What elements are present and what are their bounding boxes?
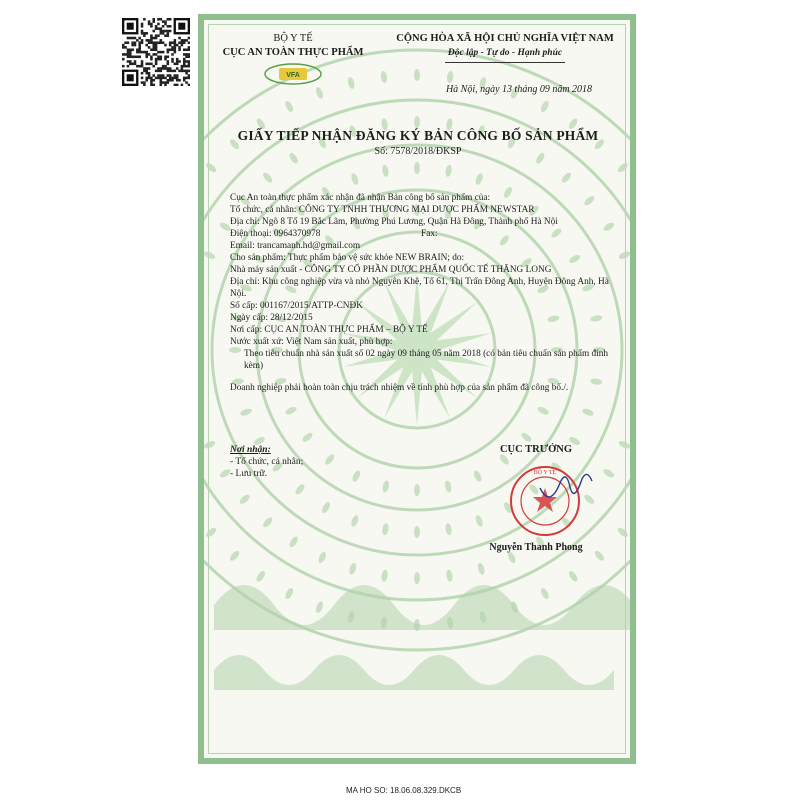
recipient-item: - Tổ chức, cá nhân; [230,457,304,467]
file-code: MA HO SO: 18.06.08.329.DKCB [346,786,462,795]
organization-line: Tổ chức, cá nhân: CÔNG TY TNHH THƯƠNG MẠI DƯỢC PHẨM NEWSTAR [230,205,535,215]
national-motto: Độc lập - Tự do - Hạnh phúc [447,48,563,58]
license-date: Ngày cấp: 28/12/2015 [230,313,313,323]
document-title: GIẤY TIẾP NHẬN ĐĂNG KÝ BẢN CÔNG BỐ SẢN PHẨM [237,128,599,143]
phone-fax-line [230,228,624,240]
recipient-item: - Lưu trữ. [230,469,267,479]
agency-name: CỤC AN TOÀN THỰC PHẨM [222,47,364,58]
signer-name: Nguyễn Thanh Phong [489,542,583,553]
vfa-logo [263,62,323,86]
motto-underline [445,62,565,63]
standard-line: Theo tiêu chuẩn nhà sản xuất số 02 ngày 09 tháng 05 năm 2018 (có bản tiêu chuẩn sản phẩm đính kèm) [244,349,609,371]
address-line: Địa chỉ: Ngõ 8 Tổ 19 Bắc Lãm, Phường Phú Lương, Quận Hà Đông, Thành phố Hà Nội [230,217,558,227]
email-line: Email: trancamanh.hd@gmail.com [230,241,361,251]
svg-text:BỘ Y TẾ: BỘ Y TẾ [533,470,557,476]
responsibility-line: Doanh nghiệp phải hoàn toàn chịu trách nhiệm về tính phù hợp của sản phẩm đã công bố./. [230,383,569,393]
manufacturer-line: Nhà máy sản xuất - CÔNG TY CỔ PHẦN DƯỢC PHẨM QUỐC TẾ THĂNG LONG [230,265,552,275]
issue-date: Hà Nội, ngày 13 tháng 09 năm 2018 [445,84,593,95]
ministry-name: BỘ Y TẾ [273,33,313,44]
signer-title: CỤC TRƯỞNG [499,444,573,455]
document-number: Số: 7578/2018/ĐKSP [374,146,462,157]
republic-name: CỘNG HÒA XÃ HỘI CHỦ NGHĨA VIỆT NAM [396,33,614,44]
license-issuer: Nơi cấp: CỤC AN TOÀN THỰC PHẨM – BỘ Y TẾ [230,325,428,335]
svg-text:VFA: VFA [286,72,300,79]
official-seal [500,460,610,542]
manufacturer-address: Địa chỉ: Khu công nghiệp vừa và nhỏ Nguyên Khê, Tổ 61, Thị Trấn Đông Anh, Huyện Đông Anh, Hà Nội. [230,277,609,299]
origin-line: Nước xuất xứ: Việt Nam sản xuất, phù hợp: [230,337,393,347]
license-number: Số cấp: 001167/2015/ATTP-CNĐK [230,301,363,311]
qr-code [122,18,190,86]
republic-header [382,32,628,63]
certificate-document [198,14,636,764]
intro-line: Cục An toàn thực phẩm xác nhận đã nhận Bản công bố sản phẩm của: [230,193,491,203]
signature-scribble [540,474,592,496]
fax-line: Fax: [421,229,438,239]
recipients-block [230,444,390,480]
recipients-heading: Nơi nhận: [230,445,271,455]
phone-line: Điện thoại: 0964370978 [230,229,321,239]
agency-header [218,32,368,86]
certificate-body [230,192,624,394]
product-line: Cho sản phẩm: Thực phẩm bảo vệ sức khỏe NEW BRAIN; do: [230,253,465,263]
